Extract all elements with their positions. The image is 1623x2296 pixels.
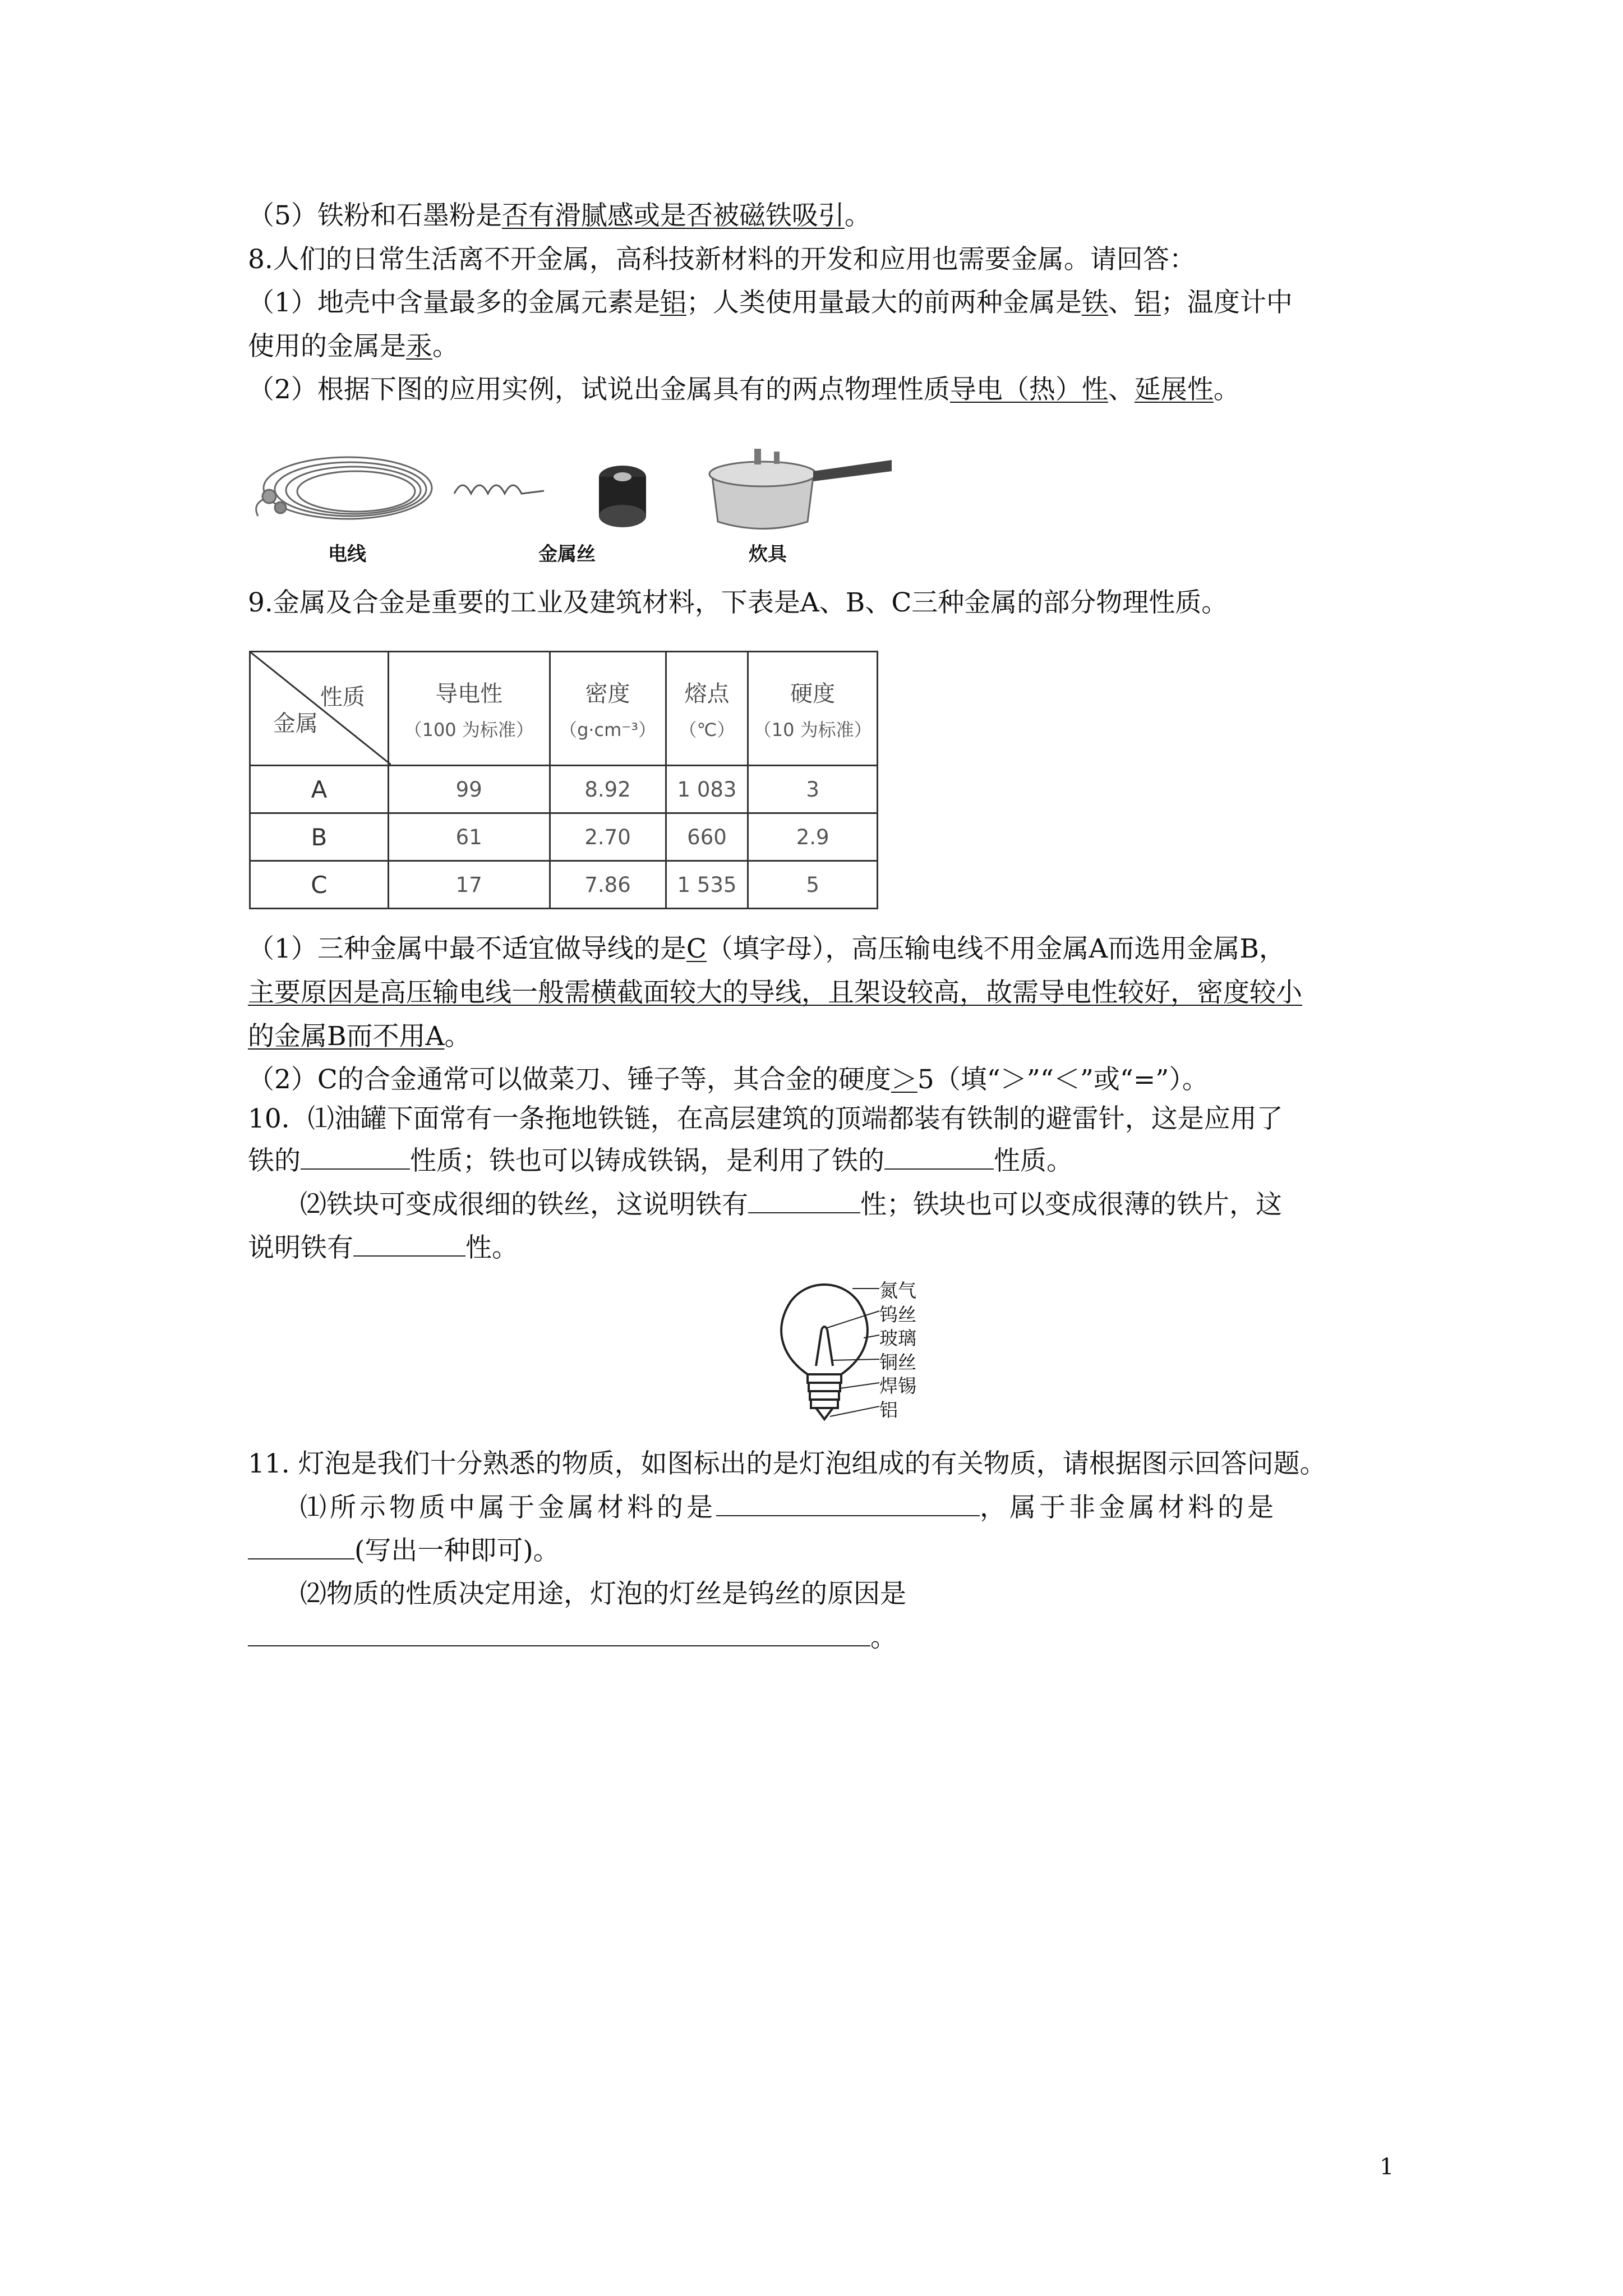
q9-p1-text-c: 主要原因是	[248, 977, 380, 1008]
cell-hardness: 2.9	[748, 813, 878, 861]
table-row	[250, 813, 878, 861]
q8-stem: 8.人们的日常生活离不开金属，高科技新材料的开发和应用也需要金属。请回答：	[248, 244, 1196, 275]
cell-melting-point: 1 535	[666, 861, 748, 909]
q8-application-images	[252, 438, 897, 539]
cell-hardness: 5	[748, 861, 878, 909]
answer-blank[interactable]	[248, 1535, 354, 1559]
q11-line4: ⑵物质的性质决定用途，灯泡的灯丝是钨丝的原因是	[300, 1579, 906, 1609]
q11-l2-text-a: ⑴所示物质中属于金属材料的是	[300, 1492, 716, 1523]
header-hardness	[748, 652, 878, 766]
table-header-row	[250, 652, 878, 766]
q11-l5-end: 。	[870, 1622, 897, 1653]
q10-line3	[300, 1188, 1282, 1222]
cooker-image	[709, 449, 892, 529]
q11-line5	[248, 1621, 897, 1655]
q8-p2-text-c: 。	[1213, 374, 1240, 405]
bulb-label-glass: 玻璃	[879, 1327, 916, 1349]
q9-p2-text-b: 5（填“＞”“＜”或“=”）。	[917, 1064, 1209, 1095]
q8-p2-text-a: （2）根据下图的应用实例，试说出金属具有的两点物理性质	[248, 374, 950, 405]
q8-part1-line2	[248, 330, 459, 364]
cell-conductivity: 99	[388, 766, 550, 813]
cell-melting-point: 660	[666, 813, 748, 861]
q10-line1: 10．⑴油罐下面常有一条拖地铁链，在高层建筑的顶端都装有铁制的避雷针，这是应用了	[248, 1103, 1283, 1134]
row-metal-label: A	[250, 766, 389, 813]
answer-blank[interactable]	[748, 1189, 860, 1213]
page-number: 1	[1380, 2154, 1394, 2180]
header-sub: （℃）	[679, 719, 735, 740]
q8-p1-text-e: 使用的金属是	[248, 331, 406, 362]
header-sub: （10 为标准）	[753, 719, 872, 740]
corner-label-metal: 金属	[273, 711, 318, 737]
caption-wire: 电线	[328, 543, 366, 565]
cell-melting-point: 1 083	[666, 766, 748, 813]
q8-part2-line	[248, 373, 1240, 407]
q10-l2-text-c: 性质。	[994, 1145, 1073, 1176]
q7-part5-end: 。	[844, 200, 871, 231]
q8-p1-answer-2: 铁	[1081, 287, 1108, 318]
bulb-label-tungsten: 钨丝	[879, 1304, 916, 1326]
q11-line3	[248, 1534, 560, 1568]
q9-part1-line3	[248, 1020, 471, 1053]
q8-p1-answer-3: 铝	[1134, 287, 1161, 318]
q8-p1-text-d: ；温度计中	[1160, 287, 1293, 318]
answer-blank[interactable]	[884, 1145, 994, 1170]
q8-p1-text-a: （1）地壳中含量最多的金属元素是	[248, 287, 660, 318]
q9-p2-text-a: （2）C的合金通常可以做菜刀、锤子等，其合金的硬度	[248, 1064, 891, 1095]
cell-density: 8.92	[550, 766, 666, 813]
q8-p1-text-b: ；人类使用量最大的前两种金属是	[686, 287, 1082, 318]
q8-p1-answer-4: 汞	[406, 331, 432, 362]
q8-p2-answer-1: 导电（热）性	[949, 374, 1108, 405]
q7-part5-text: （5）铁粉和石墨粉是	[248, 200, 502, 231]
q10-line4	[248, 1231, 518, 1265]
metal-wire-image	[454, 466, 646, 527]
table-row	[250, 861, 878, 909]
light-bulb-diagram	[768, 1276, 880, 1433]
row-metal-label: C	[250, 861, 389, 909]
header-main: 硬度	[790, 680, 836, 707]
header-sub: （g·cm⁻³）	[559, 719, 657, 740]
q9-stem: 9.金属及合金是重要的工业及建筑材料，下表是A、B、C三种金属的部分物理性质。	[248, 587, 1228, 618]
cell-hardness: 3	[748, 766, 878, 813]
q9-p1-text-a: （1）三种金属中最不适宜做导线的是	[248, 933, 686, 964]
table-corner-cell	[250, 652, 389, 766]
answer-blank[interactable]	[301, 1145, 410, 1170]
header-melting-point	[666, 652, 748, 766]
q10-l2-text-a: 铁的	[248, 1145, 301, 1176]
q11-stem: 11. 灯泡是我们十分熟悉的物质，如图标出的是灯泡组成的有关物质，请根据图示回答问题。	[248, 1448, 1326, 1479]
q9-p1-text-d: 。	[444, 1021, 471, 1052]
header-conductivity	[388, 652, 550, 766]
q9-p1-answer-3: 的金属B而不用A	[248, 1021, 445, 1052]
q8-p2-text-b: 、	[1108, 374, 1135, 405]
header-sub: （100 为标准）	[404, 719, 534, 740]
q8-p1-text-f: 。	[432, 331, 459, 362]
wire-coil-image	[256, 457, 432, 519]
q11-l2-text-b: ，属于非金属材料的是	[980, 1492, 1277, 1523]
corner-label-property: 性质	[320, 684, 365, 710]
bulb-label-copper: 铜丝	[879, 1351, 916, 1373]
table-row	[250, 766, 878, 813]
bulb-label-nitrogen: 氮气	[879, 1280, 916, 1301]
q9-part1-line2	[248, 976, 1302, 1010]
caption-metal-wire: 金属丝	[538, 543, 596, 565]
bulb-label-solder: 焊锡	[879, 1375, 916, 1397]
caption-cookware: 炊具	[749, 543, 787, 565]
q10-l3-text-a: ⑵铁块可变成很细的铁丝，这说明铁有	[300, 1189, 748, 1220]
q10-l4-text-b: 性。	[465, 1232, 518, 1263]
answer-blank[interactable]	[353, 1232, 465, 1257]
q7-part5-answer: 否有滑腻感或是否被磁铁吸引	[501, 200, 845, 231]
q9-part1-line1	[248, 932, 1285, 966]
q10-line2	[248, 1144, 1073, 1178]
cell-conductivity: 61	[388, 813, 550, 861]
header-density	[550, 652, 666, 766]
metal-properties-table	[249, 651, 878, 909]
q10-l2-text-b: 性质；铁也可以铸成铁锅，是利用了铁的	[410, 1145, 884, 1176]
answer-blank[interactable]	[248, 1622, 870, 1646]
row-metal-label: B	[250, 813, 389, 861]
header-main: 密度	[585, 680, 630, 707]
q8-p1-answer-1: 铝	[660, 287, 686, 318]
cell-density: 7.86	[550, 861, 666, 909]
bulb-label-aluminum: 铝	[879, 1399, 898, 1421]
q9-p1-answer-2: 高压输电线一般需横截面较大的导线，且架设较高，故需导电性较好，密度较小	[380, 977, 1302, 1008]
q8-part1-line1	[248, 286, 1293, 320]
q10-l4-text-a: 说明铁有	[248, 1232, 353, 1263]
cell-density: 2.70	[550, 813, 666, 861]
answer-blank[interactable]	[716, 1492, 980, 1516]
q9-p2-answer: ＞	[891, 1064, 917, 1095]
q8-p1-text-c: 、	[1108, 287, 1135, 318]
q11-l3-text: (写出一种即可)。	[354, 1535, 560, 1566]
q7-part5-line	[248, 199, 871, 233]
header-main: 导电性	[435, 680, 503, 707]
q10-l3-text-b: 性；铁块也可以变成很薄的铁片，这	[860, 1189, 1282, 1220]
header-main: 熔点	[684, 680, 730, 707]
q11-line2	[300, 1491, 1277, 1525]
q8-p2-answer-2: 延展性	[1134, 374, 1214, 405]
q9-part2-line	[248, 1063, 1209, 1097]
cell-conductivity: 17	[388, 861, 550, 909]
q9-p1-answer-1: C	[686, 933, 707, 964]
q9-p1-text-b: （填字母），高压输电线不用金属A而选用金属B，	[706, 933, 1285, 964]
